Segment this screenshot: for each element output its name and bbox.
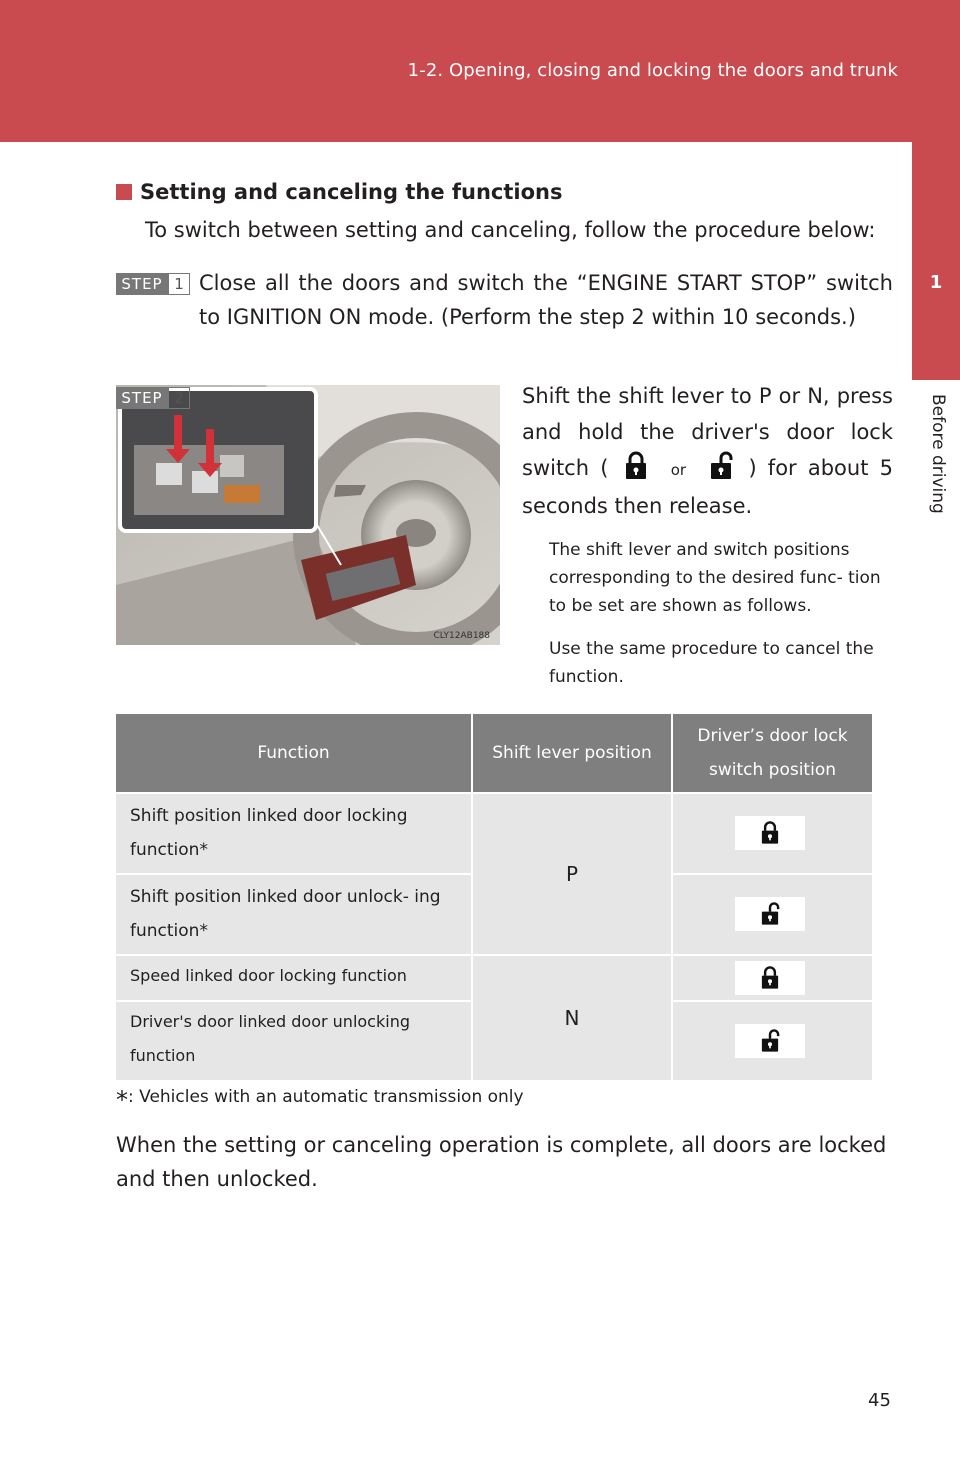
step-label: STEP <box>116 387 168 409</box>
table-row <box>116 793 872 874</box>
note-cancel: Use the same procedure to cancel the function. <box>549 639 874 687</box>
function-name: Shift position linked door unlock- ing function* <box>130 887 441 941</box>
or-text: or <box>670 461 687 479</box>
lock-icon <box>620 451 652 481</box>
door-switch-photo <box>116 385 500 645</box>
step2-badge <box>116 387 192 409</box>
header-title: 1-2. Opening, closing and locking the doors and trunk <box>407 60 898 81</box>
section-heading <box>116 180 563 204</box>
unlock-icon <box>757 900 783 928</box>
table-row <box>116 955 872 1001</box>
step2-text <box>522 378 893 524</box>
footnote-text: : Vehicles with an automatic transmission only <box>128 1087 524 1107</box>
lock-cell <box>672 874 872 955</box>
step-number: 1 <box>168 273 190 295</box>
footnote <box>116 1086 524 1114</box>
header-shift-lever: Shift lever position <box>472 714 672 793</box>
function-cell <box>116 1001 472 1081</box>
chapter-label: Before driving <box>928 394 948 514</box>
function-cell <box>116 874 472 955</box>
step-number: 2 <box>168 387 190 409</box>
footnote-star: * <box>116 1086 128 1114</box>
header-switch-position: Driver’s door lock switch position <box>672 714 872 793</box>
note-positions: The shift lever and switch positions corresponding to the desired func- tion to be set are shown as follows. <box>549 540 881 616</box>
intro-text: To switch between setting and canceling, follow the procedure below: <box>145 218 876 242</box>
completion-text: When the setting or canceling operation is complete, all doors are locked and then unlocked. <box>116 1133 887 1191</box>
step2-text-before: Shift the shift lever to P or N, press and hold the driver's door lock switch ( <box>522 384 893 480</box>
section-heading-text: Setting and canceling the functions <box>140 180 563 204</box>
step2-text-after: ) for about 5 seconds then release. <box>522 456 893 518</box>
lock-cell <box>672 1001 872 1081</box>
photo-code: CLY12AB188 <box>433 631 490 641</box>
function-name: Speed linked door locking function <box>130 966 407 985</box>
chapter-side-label <box>912 394 960 534</box>
lock-cell <box>672 955 872 1001</box>
unlock-icon <box>757 1027 783 1055</box>
lock-icon <box>757 819 783 847</box>
function-cell <box>116 955 472 1001</box>
unlock-icon <box>705 451 737 481</box>
step-label: STEP <box>116 273 168 295</box>
table-header-row <box>116 714 872 793</box>
chapter-tab <box>912 142 960 380</box>
shift-cell: N <box>472 955 672 1081</box>
lock-icon-box <box>735 816 805 850</box>
page-number: 45 <box>868 1390 891 1411</box>
chapter-number: 1 <box>929 272 943 293</box>
unlock-icon-box <box>735 1024 805 1058</box>
page-header <box>0 0 960 142</box>
unlock-icon-box <box>735 897 805 931</box>
lock-icon-box <box>735 961 805 995</box>
function-name: Driver's door linked door unlocking function <box>130 1012 410 1065</box>
lock-icon <box>757 964 783 992</box>
header-function: Function <box>116 714 472 793</box>
shift-cell: P <box>472 793 672 955</box>
lock-cell <box>672 793 872 874</box>
interior-illustration <box>116 385 500 645</box>
function-name: Shift position linked door locking function* <box>130 806 408 860</box>
function-table <box>116 714 872 1082</box>
function-cell <box>116 793 472 874</box>
step1-badge <box>116 273 192 295</box>
heading-square-icon <box>116 184 132 200</box>
step1-text: Close all the doors and switch the “ENGINE START STOP” switch to IGNITION ON mode. (Perform the step 2 within 10 seconds.) <box>199 271 893 329</box>
